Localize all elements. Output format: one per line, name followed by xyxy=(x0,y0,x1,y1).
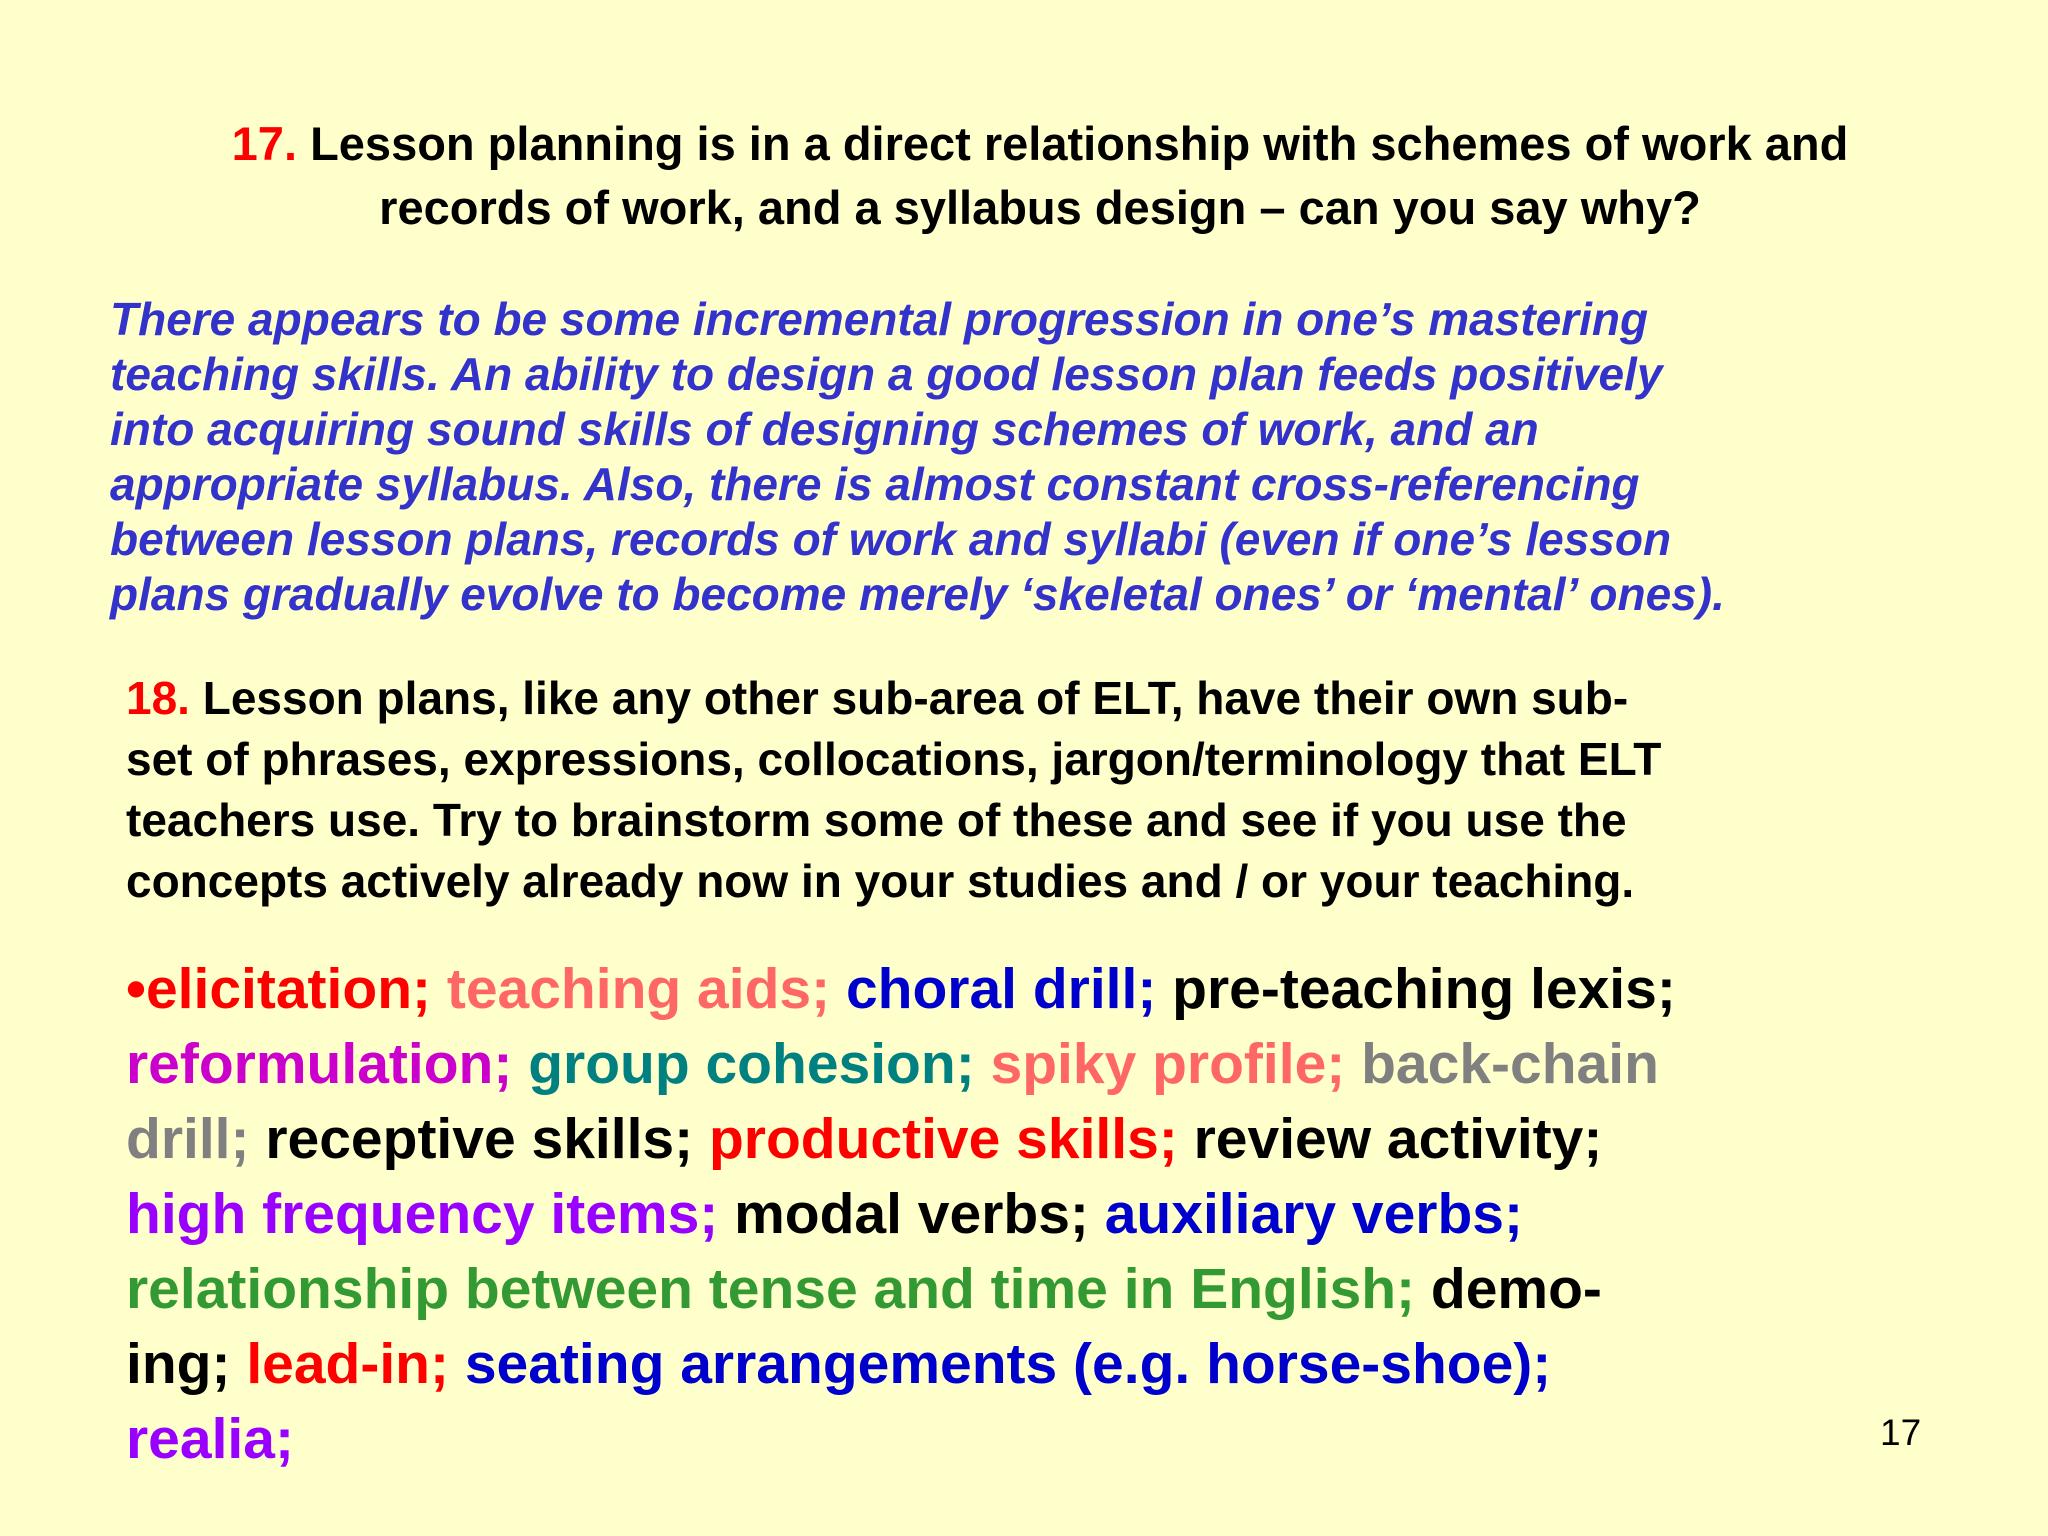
term-auxiliary-verbs: auxiliary verbs; xyxy=(1104,1182,1523,1246)
term-group-cohesion: group cohesion; xyxy=(528,1032,975,1096)
question-17-line-2: records of work, and a syllabus design – can you say why? xyxy=(379,181,1701,234)
term-review-activity: review activity; xyxy=(1193,1107,1603,1171)
term-back-chain: back-chain xyxy=(1361,1032,1659,1096)
question-18-line-4: concepts actively already now in your studies and / or your teaching. xyxy=(126,855,1635,907)
answer-17-line-2: teaching skills. An ability to design a good lesson plan feeds positively xyxy=(110,348,1663,400)
term-productive-skills: productive skills; xyxy=(708,1107,1178,1171)
question-18-line-2: set of phrases, expressions, collocations, jargon/terminology that ELT xyxy=(126,733,1662,785)
answer-17-line-4: appropriate syllabus. Also, there is almost constant cross-referencing xyxy=(110,458,1640,510)
term-seating-arrangements: seating arrangements (e.g. horse-shoe); xyxy=(464,1332,1552,1396)
term-lead-in: lead-in; xyxy=(246,1332,449,1396)
term-tense-and-time: relationship between tense and time in English; xyxy=(126,1257,1416,1321)
term-spiky-profile: spiky profile; xyxy=(990,1032,1346,1096)
page-number: 17 xyxy=(1880,1412,1922,1453)
answer-17-line-3: into acquiring sound skills of designing schemes of work, and an xyxy=(110,403,1539,455)
term-high-frequency-items: high frequency items; xyxy=(126,1182,719,1246)
question-17-number: 17. xyxy=(231,117,298,170)
question-18-line-3: teachers use. Try to brainstorm some of these and see if you use the xyxy=(126,794,1627,846)
term-drill: drill; xyxy=(126,1107,250,1171)
answer-17 xyxy=(110,292,1990,622)
term-demo: demo- xyxy=(1430,1257,1602,1321)
question-18-line-1: Lesson plans, like any other sub-area of ELT, have their own sub- xyxy=(189,672,1629,724)
term-teaching-aids: teaching aids; xyxy=(446,957,831,1021)
term-ing: ing; xyxy=(126,1332,231,1396)
term-list xyxy=(126,952,1966,1477)
answer-17-line-1: There appears to be some incremental progression in one’s mastering xyxy=(110,293,1649,345)
answer-17-line-5: between lesson plans, records of work and syllabi (even if one’s lesson xyxy=(110,513,1672,565)
answer-17-line-6: plans gradually evolve to become merely ‘skeletal ones’ or ‘mental’ ones). xyxy=(110,568,1725,620)
term-elicitation: elicitation; xyxy=(145,957,431,1021)
question-18 xyxy=(126,668,1946,912)
term-reformulation: reformulation; xyxy=(126,1032,513,1096)
term-receptive-skills: receptive skills; xyxy=(265,1107,694,1171)
term-pre-teaching-lexis: pre-teaching lexis; xyxy=(1172,957,1676,1021)
question-17 xyxy=(120,112,1960,240)
bullet: • xyxy=(126,957,146,1021)
term-choral-drill: choral drill; xyxy=(845,957,1157,1021)
term-realia: realia; xyxy=(126,1407,294,1471)
question-18-number: 18. xyxy=(126,672,190,724)
question-17-line-1: Lesson planning is in a direct relationship with schemes of work and xyxy=(310,117,1849,170)
term-modal-verbs: modal verbs; xyxy=(734,1182,1089,1246)
